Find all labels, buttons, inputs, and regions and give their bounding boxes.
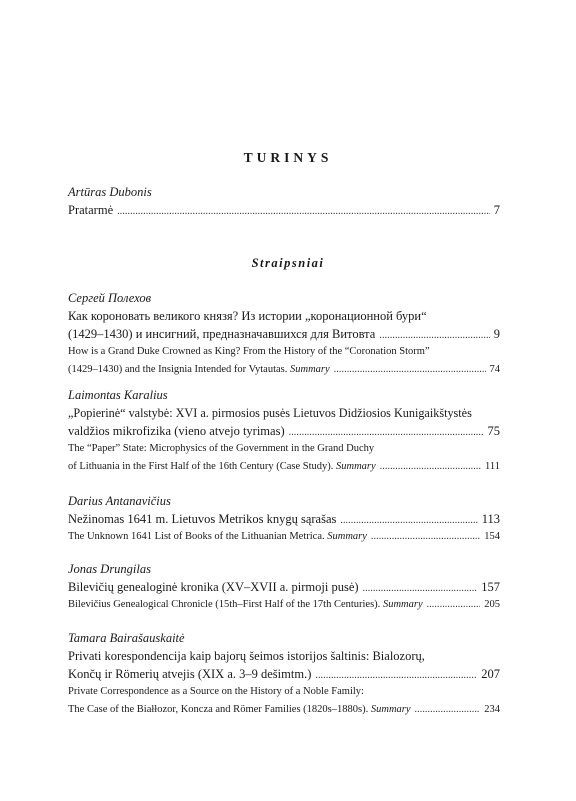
entry-author: Darius Antanavičius <box>68 494 171 508</box>
leader-dots <box>340 510 477 530</box>
toc-line <box>68 578 500 596</box>
page-number: 74 <box>489 364 500 375</box>
leader-dots <box>427 596 481 614</box>
leader-dots <box>379 325 489 345</box>
toc-line-text: Končų ir Römerių atvejis (XIX a. 3–9 dešimtm.) <box>68 667 312 681</box>
toc-line-en <box>68 343 500 361</box>
summary-label: Summary <box>327 531 367 542</box>
toc-line-text <box>68 701 411 719</box>
page-number: 234 <box>484 704 500 715</box>
summary-label: Summary <box>382 599 423 610</box>
toc-line-main: The Case of the Białłozor, Koncza and Römer Families (1820s–1880s). <box>68 704 371 715</box>
toc-line <box>68 325 500 343</box>
toc-line-text: valdžios mikrofizika (vieno atvejo tyrimas) <box>68 424 285 438</box>
toc-line-main: The Unknown 1641 List of Books of the Lithuanian Metrica. <box>68 531 328 542</box>
toc-line-main: (1429–1430) and the Insignia Intended for Vytautas. <box>68 364 291 375</box>
toc-line <box>68 307 500 325</box>
toc-line-text <box>68 458 376 476</box>
page-number: 207 <box>481 667 500 681</box>
toc-line-text <box>68 361 330 379</box>
page-number: 9 <box>493 327 500 341</box>
entry-author: Сергей Полехов <box>68 291 152 305</box>
toc-entry <box>68 629 500 719</box>
toc-line-text: The “Paper” State: Microphysics of the Government in the Grand Duchy <box>68 443 375 454</box>
toc-line-text: Pratarmė <box>68 203 114 217</box>
preface-entry <box>68 183 500 219</box>
toc-line-text: Privati korespondencija kaip bajorų šeimos istorijos šaltinis: Bialozorų, <box>68 649 425 663</box>
toc-line <box>68 422 500 440</box>
page-number: 113 <box>481 512 500 526</box>
toc-line <box>68 510 500 528</box>
toc-line <box>68 647 500 665</box>
page-title: TURINYS <box>243 150 333 165</box>
toc-line-text: (1429–1430) и инсигний, предназначавшихся для Витовта <box>68 327 376 341</box>
leader-dots <box>371 528 480 546</box>
summary-label: Summary <box>370 704 411 715</box>
entry-author: Jonas Drungilas <box>68 562 151 576</box>
page-number: 205 <box>484 599 500 610</box>
toc-line-en <box>68 361 500 379</box>
toc-line-text: Как короновать великого князя? Из истории „коронационной бури“ <box>68 309 427 323</box>
toc-entry <box>68 560 500 614</box>
toc-line-en <box>68 701 500 719</box>
toc-line-en <box>68 528 500 546</box>
section-title: Straipsniai <box>251 256 325 270</box>
leader-dots <box>380 458 481 476</box>
toc-entry <box>68 492 500 546</box>
summary-label: Summary <box>336 461 376 472</box>
leader-dots <box>363 578 478 598</box>
entry-author: Tamara Bairašauskaitė <box>68 631 185 645</box>
toc-line-main: of Lithuania in the First Half of the 16th Century (Case Study). <box>68 461 336 472</box>
page-number: 154 <box>484 531 500 542</box>
toc-line <box>68 201 500 219</box>
preface-author: Artūras Dubonis <box>68 185 152 199</box>
toc-line-text: Nežinomas 1641 m. Lietuvos Metrikos knygų sąrašas <box>68 512 337 526</box>
toc-line <box>68 665 500 683</box>
toc-line-en <box>68 440 500 458</box>
toc-line-main: Bilevičius Genealogical Chronicle (15th–First Half of the 17th Centuries). <box>68 599 383 610</box>
leader-dots <box>117 201 490 221</box>
entry-author: Laimontas Karalius <box>68 388 168 402</box>
toc-line-text: „Popierinė“ valstybė: XVI a. pirmosios pusės Lietuvos Didžiosios Kunigaikštystės <box>68 406 472 420</box>
toc-line-text: Bilevičių genealoginė kronika (XV–XVII a. pirmoji pusė) <box>68 580 359 594</box>
toc-entry <box>68 386 500 476</box>
toc-line-text: Private Correspondence as a Source on the History of a Noble Family: <box>68 686 364 697</box>
page-number: 7 <box>493 203 500 217</box>
toc-line-en <box>68 458 500 476</box>
toc-line-text <box>68 528 367 546</box>
leader-dots <box>415 701 481 719</box>
page-number: 111 <box>485 461 500 472</box>
toc-line-en <box>68 596 500 614</box>
page-number: 157 <box>481 580 500 594</box>
leader-dots <box>289 422 484 442</box>
toc-line <box>68 404 500 422</box>
summary-label: Summary <box>290 364 330 375</box>
toc-line-text: How is a Grand Duke Crowned as King? From the History of the “Coronation Storm” <box>68 346 430 357</box>
page-number: 75 <box>487 424 500 438</box>
toc-line-en <box>68 683 500 701</box>
leader-dots <box>315 665 477 685</box>
toc-line-text <box>68 596 423 614</box>
leader-dots <box>334 361 486 379</box>
toc-entry <box>68 289 500 379</box>
